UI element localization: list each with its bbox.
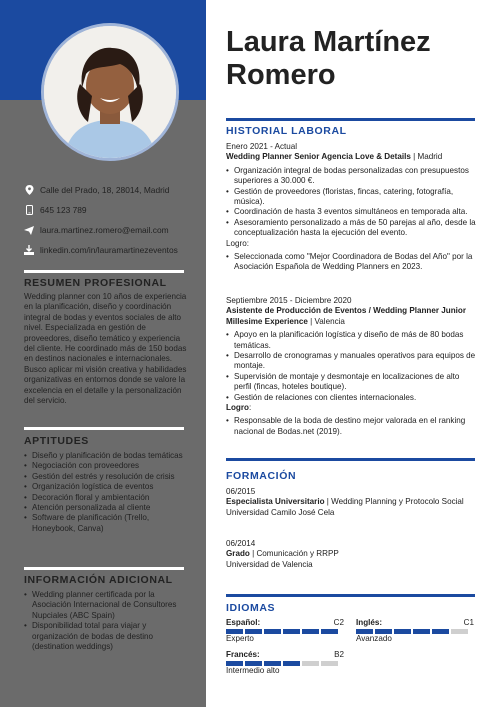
job-dates: Enero 2021 - Actual xyxy=(226,142,298,151)
language-spanish: Español: C2 Experto xyxy=(226,618,344,643)
extra-divider xyxy=(24,567,184,570)
skills-list xyxy=(24,451,189,534)
job-bullets xyxy=(226,330,478,403)
summary-title: RESUMEN PROFESIONAL xyxy=(24,277,167,289)
job-logro xyxy=(226,416,478,437)
job-1 xyxy=(226,142,478,273)
summary-divider xyxy=(24,270,184,273)
extra-title: INFORMACIÓN ADICIONAL xyxy=(24,574,173,586)
job-logro-label: Logro: xyxy=(226,238,249,248)
list-item: • Gestión de proveedores (floristas, fincas, catering, fotografía, música). xyxy=(226,187,478,208)
contact-phone: 645 123 789 xyxy=(24,200,200,220)
job-2 xyxy=(226,296,478,437)
list-item: • Organización integral de bodas personalizadas con presupuestos superiores a 30.000 €. xyxy=(226,166,478,187)
language-french: Francés: B2 Intermedio alto xyxy=(226,650,344,675)
send-icon xyxy=(24,225,34,235)
languages-divider xyxy=(226,594,475,597)
list-item: • Atención personalizada al cliente xyxy=(24,503,189,513)
list-item: • Negociación con proveedores xyxy=(24,461,189,471)
job-heading: Wedding Planner Senior Agencia Love & Details | Madrid xyxy=(226,152,443,162)
list-item: • Software de planificación (Trello, Honeybook, Canva) xyxy=(24,513,189,534)
skills-title: APTITUDES xyxy=(24,435,89,447)
job-heading: Asistente de Producción de Eventos / Wedding Planner Junior Millesime Experience | Valencia xyxy=(226,306,467,326)
list-item: • Apoyo en la planificación logística y diseño de más de 80 bodas temáticas. xyxy=(226,330,478,351)
education-title: FORMACIÓN xyxy=(226,470,297,482)
job-logro-label: Logro: xyxy=(226,403,252,413)
job-bullets xyxy=(226,166,478,239)
profile-photo xyxy=(41,23,179,161)
job-dates: Septiembre 2015 - Diciembre 2020 xyxy=(226,296,352,305)
list-item: • Seleccionada como "Mejor Coordinadora de Bodas del Año" por la Asociación Española de Wedding Planners en 2023. xyxy=(226,252,478,273)
job-logro xyxy=(226,252,478,273)
work-divider xyxy=(226,118,475,121)
list-item: • Wedding planner certificada por la Asociación Internacional de Consultores Nupciales (ABC Spain) xyxy=(24,590,189,621)
contact-email[interactable]: laura.martinez.romero@email.com xyxy=(24,220,200,240)
skills-divider xyxy=(24,427,184,430)
education-item: 06/2014 Grado | Comunicación y RRPP Universidad de Valencia xyxy=(226,539,339,569)
list-item: • Diseño y planificación de bodas temáticas xyxy=(24,451,189,461)
list-item: • Responsable de la boda de destino mejor valorada en el ranking nacional de Bodas.net (2019). xyxy=(226,416,478,437)
candidate-name: Laura Martínez Romero xyxy=(226,26,431,91)
list-item: • Asesoramiento personalizado a más de 50 parejas al año, desde la conceptualización hasta la ejecución del evento. xyxy=(226,218,478,239)
list-item: • Disponibilidad total para viajar y organización de bodas de destino (destination weddings) xyxy=(24,621,189,652)
list-item: • Desarrollo de cronogramas y manuales operativos para equipos de montaje. xyxy=(226,351,478,372)
list-item: • Gestión de relaciones con clientes internacionales. xyxy=(226,393,478,403)
work-title: HISTORIAL LABORAL xyxy=(226,125,347,137)
list-item: • Supervisión de montaje y desmontaje en localizaciones de alto perfil (fincas, hoteles boutique). xyxy=(226,372,478,393)
list-item: • Gestión del estrés y resolución de crisis xyxy=(24,472,189,482)
education-divider xyxy=(226,458,475,461)
summary-text: Wedding planner con 10 años de experiencia en la planificación, diseño y coordinación integral de bodas y eventos sociales de alto nivel. Especializada en gestión de proveedores, diseño temático y experiencia del cliente. He coordinado más de 150 bodas en destinos nacionales e internacionales. Busco aplicar mi visión creativa y habilidades organizativas en entornos donde se valore la excelencia en el detalle y la personalización del servicio. xyxy=(24,292,187,406)
languages-title: IDIOMAS xyxy=(226,602,276,614)
list-item: • Organización logística de eventos xyxy=(24,482,189,492)
list-item: • Coordinación de hasta 3 eventos simultáneos en temporada alta. xyxy=(226,207,478,217)
phone-icon xyxy=(24,205,34,215)
contact-address: Calle del Prado, 18, 28014, Madrid xyxy=(24,180,200,200)
education-item: 06/2015 Especialista Universitario | Wedding Planning y Protocolo Social Universidad Camilo José Cela xyxy=(226,487,464,517)
extra-list xyxy=(24,590,189,652)
language-english: Inglés: C1 Avanzado xyxy=(356,618,474,643)
linkedin-icon xyxy=(24,245,34,255)
list-item: • Decoración floral y ambientación xyxy=(24,493,189,503)
contact-list xyxy=(24,180,200,260)
location-pin-icon xyxy=(24,185,34,195)
contact-linkedin[interactable]: linkedin.com/in/lauramartinezeventos xyxy=(24,240,200,260)
